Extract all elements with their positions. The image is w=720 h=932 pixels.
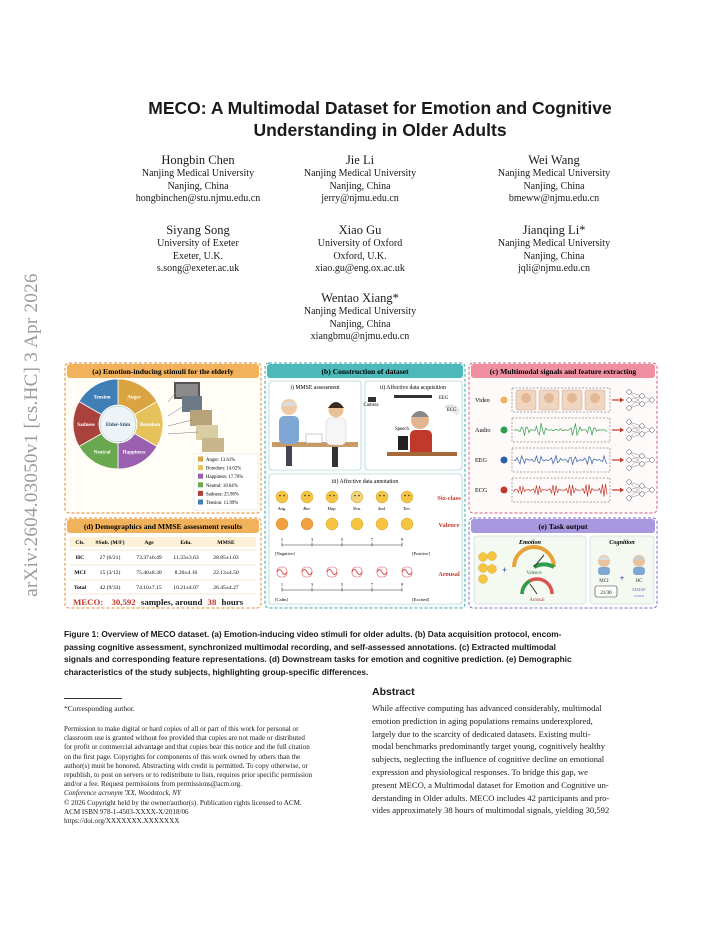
emotion-distribution-legend <box>194 454 258 510</box>
author-block: Hongbin Chen Nanjing Medical University Nanjing, China hongbinchen@stu.njmu.edu.cn <box>135 153 261 204</box>
arousal-label: Arousal <box>438 571 460 578</box>
copyright-line: © 2026 Copyright held by the owner/author(s). Publication rights licensed to ACM. <box>64 798 302 807</box>
network-node <box>627 496 632 501</box>
table-header-cell: Edu. <box>180 540 192 546</box>
table-header-cell: #Sub. (M/F) <box>95 540 125 546</box>
network-node <box>627 428 632 433</box>
emotion-emoji <box>351 491 363 503</box>
svg-text:+: + <box>502 565 508 575</box>
legend-entry: Sadness: 25.98% <box>206 492 239 498</box>
scale-excited: [Excited] <box>412 597 430 602</box>
table-cell: 10.21±4.07 <box>173 585 199 591</box>
panel-c-title: (c) Multimodal signals and feature extracting <box>489 367 637 376</box>
paper-title: MECO: A Multimodal Dataset for Emotion and Cognitive Understanding in Older Adults <box>148 98 612 140</box>
valence-gauge-label: Valence <box>526 571 542 576</box>
network-node <box>640 454 645 459</box>
scale-positive: [Positive] <box>412 551 430 556</box>
panel-a-title: (a) Emotion-inducing stimuli for the elderly <box>92 367 234 376</box>
emotion-emoji <box>401 491 413 503</box>
network-node <box>627 436 632 441</box>
table-cell: HC <box>75 555 85 561</box>
network-node <box>627 458 632 463</box>
wheel-sector-label: Neutral <box>93 449 111 456</box>
wheel-sector-label: Happiness <box>122 449 146 456</box>
six-class-label: Six-class <box>437 495 461 502</box>
author-block: Xiao Gu University of Oxford Oxford, U.K. xiao.gu@eng.ox.ac.uk <box>315 223 405 274</box>
permission-notice: Permission to make digital or hard copies of all or part of this work for personal or classroom use is granted without fee provided that copies are not made or distributed for profit or commercial advantage and that copies bear this notice and the full citation on the first page. Copyrights for components of this work owned by others than the author(s) must be honored. Abstracting with credit is permitted. To copy otherwise, or republish, to post on servers or to redistribute to lists, requires prior specific permission and/or a fee. Request permissions from permissions@acm.org. Conference acronym 'XX, Woodstock, NY © 2026 Copyright held by the owner/author(s). Publication rights licensed to ACM. ACM ISBN 978-1-4503-XXXX-X/2018/06 https://doi.org/XXXXXXX.XXXXXXX <box>64 725 349 826</box>
scale-tick: 1 <box>280 537 284 542</box>
legend-entry: Neutral: 18.64% <box>206 483 238 489</box>
scale-tick: 7 <box>370 582 374 587</box>
panel-d-title: (d) Demographics and MMSE assessment results <box>83 522 243 531</box>
valence-emoji <box>401 518 413 530</box>
modality-label: EEG <box>475 457 488 464</box>
emotion-abbr: Hap. <box>327 506 337 511</box>
table-cell: 42 (9/33) <box>99 585 121 591</box>
table-cell: 73.37±6.49 <box>136 555 162 561</box>
emotion-emoji <box>326 491 338 503</box>
table-cell: 74.10±7.15 <box>136 585 162 591</box>
emotion-abbr: Sad. <box>377 506 387 511</box>
legend-swatch <box>198 465 203 470</box>
valence-emoji <box>351 518 363 530</box>
emotion-abbr: Ang. <box>277 506 287 511</box>
svg-text:MMSE: MMSE <box>632 587 646 592</box>
network-node <box>650 398 655 403</box>
network-node <box>627 420 632 425</box>
stimulus-thumbnail <box>196 425 218 440</box>
table-header-cell: MMSE <box>217 540 235 546</box>
modality-icon <box>501 487 508 494</box>
scale-tick: 9 <box>400 537 404 542</box>
author-block: Wei Wang Nanjing Medical University Nanjing, China bmeww@njmu.edu.cn <box>497 153 611 204</box>
network-node <box>640 394 645 399</box>
svg-text:Camera: Camera <box>363 403 379 408</box>
network-node <box>640 492 645 497</box>
overview-figure <box>64 362 658 610</box>
network-node <box>640 432 645 437</box>
table-cell: MCI <box>74 570 86 576</box>
svg-text:score: score <box>634 593 644 598</box>
scale-tick: 3 <box>310 537 314 542</box>
table-cell: 11.33±3.63 <box>173 555 199 561</box>
legend-swatch <box>198 474 203 479</box>
doi-line: https://doi.org/XXXXXXX.XXXXXXX <box>64 817 180 826</box>
svg-text:HC: HC <box>635 579 643 584</box>
network-node <box>627 406 632 411</box>
acquisition-subtitle: ii) Affective data acquisition <box>379 385 447 391</box>
emotion-abbr: Bor. <box>303 506 311 511</box>
svg-text:MCI: MCI <box>599 579 609 584</box>
author-block: Jianqing Li* Nanjing Medical University Nanjing, China jqli@njmu.edu.cn <box>497 223 611 274</box>
legend-entry: Anger: 13.61% <box>206 458 236 463</box>
isbn-line: ACM ISBN 978-1-4503-XXXX-X/2018/06 <box>64 807 189 816</box>
table-cell: 27 (6/21) <box>99 555 121 561</box>
table-cell: Total <box>73 585 87 591</box>
arxiv-watermark: arXiv:2604.03050v1 [cs.HC] 3 Apr 2026 <box>21 273 42 597</box>
svg-text:EEG: EEG <box>439 396 449 401</box>
mmse-subtitle: i) MMSE assessment <box>290 385 340 391</box>
emotion-emoji <box>301 491 313 503</box>
panel-b-title: (b) Construction of dataset <box>321 367 409 376</box>
annotation-subtitle: iii) Affective data annotation <box>331 479 399 485</box>
author-block: Siyang Song University of Exeter Exeter, U.K. s.song@exeter.ac.uk <box>156 223 240 274</box>
emotion-emoji <box>376 491 388 503</box>
network-node <box>650 488 655 493</box>
svg-text:ECG: ECG <box>447 408 457 413</box>
legend-entry: Happiness: 17.76% <box>206 475 244 481</box>
wheel-sector-label: Anger <box>127 394 141 401</box>
valence-label: Valence <box>438 522 460 529</box>
network-node <box>640 424 645 429</box>
corresponding-author-note: *Corresponding author. <box>64 704 135 713</box>
scale-tick: 7 <box>370 537 374 542</box>
table-header-cell: Age <box>144 540 154 546</box>
scale-negative: [Negative] <box>275 551 295 556</box>
valence-emoji <box>376 518 388 530</box>
abstract-text: While affective computing has advanced considerably, multimodal emotion prediction in aging populations remains underexplored, largely due to the scarcity of dedicated datasets. Existing multi- modal benchmarks predominantly target young, cognitively healthy subjects, neglecting the influence of cognitive decline on emotional expression and physiological responses. To bridge this gap, we present MECO, a Multimodal dataset for Emotion and Cognitive un- derstanding in Older adults. MECO includes 42 participants and pro- vides approximately 38 hours of multimodal signals, yielding 30,592 <box>372 703 610 816</box>
modality-icon <box>501 397 508 404</box>
network-node <box>640 402 645 407</box>
valence-emoji <box>326 518 338 530</box>
wheel-center-label: Elder-Stim <box>105 422 131 428</box>
dataset-summary: MECO: 30,592 samples, around 38 hours <box>73 597 244 607</box>
panel-e-title: (e) Task output <box>538 522 588 531</box>
abstract-heading: Abstract <box>372 686 415 698</box>
svg-text:21/30: 21/30 <box>600 591 612 596</box>
legend-entry: Tension: 11.99% <box>206 501 239 506</box>
scale-tick: 5 <box>340 582 344 587</box>
modality-icon <box>501 457 508 464</box>
table-cell: 28.85±1.03 <box>213 555 239 561</box>
network-node <box>627 480 632 485</box>
legend-swatch <box>198 500 203 505</box>
scale-tick: 5 <box>340 537 344 542</box>
emotion-emoji <box>479 575 488 584</box>
cognition-output-label: Cognition <box>609 539 635 546</box>
stimulus-thumbnail <box>182 396 202 412</box>
scale-calm: [Calm] <box>275 597 289 602</box>
valence-emoji <box>301 518 313 530</box>
scale-tick: 3 <box>310 582 314 587</box>
table-cell: 26.45±4.27 <box>213 585 239 591</box>
footnote-rule <box>64 698 122 699</box>
network-node <box>627 450 632 455</box>
modality-label: ECG <box>475 487 488 494</box>
svg-text:+: + <box>619 574 625 583</box>
modality-label: Audio <box>475 427 491 434</box>
table-header-cell: Cls. <box>75 540 85 546</box>
table-cell: 8.20±4.16 <box>174 570 198 576</box>
table-cell: 75.40±8.30 <box>136 570 162 576</box>
author-block: Jie Li Nanjing Medical University Nanjing, China jerry@njmu.edu.cn <box>303 153 417 204</box>
emotion-emoji <box>479 564 488 573</box>
network-node <box>650 428 655 433</box>
modality-icon <box>501 427 508 434</box>
legend-entry: Boredom: 14.02% <box>206 466 242 472</box>
svg-text:Speech: Speech <box>395 427 409 432</box>
table-cell: 15 (3/12) <box>99 570 121 576</box>
arousal-gauge-label: Arousal <box>529 598 545 603</box>
network-node <box>640 462 645 467</box>
stimulus-thumbnail <box>190 410 212 426</box>
wheel-sector-label: Boredom <box>139 422 161 428</box>
legend-swatch <box>198 457 203 462</box>
wheel-sector-label: Tension <box>93 394 111 401</box>
emotion-emoji <box>488 552 497 561</box>
wheel-sector-label: Sadness <box>77 422 95 428</box>
stimulus-thumbnail <box>202 438 224 452</box>
network-node <box>627 488 632 493</box>
legend-swatch <box>198 491 203 496</box>
stimuli-wheel <box>73 379 163 469</box>
network-node <box>627 398 632 403</box>
network-node <box>627 390 632 395</box>
legend-swatch <box>198 482 203 487</box>
modality-label: Video <box>475 397 490 404</box>
valence-emoji <box>276 518 288 530</box>
scale-tick: 1 <box>280 582 284 587</box>
figure-caption: Figure 1: Overview of MECO dataset. (a) Emotion-inducing video stimuli for older adults. (b) Data acquisition protocol, encom- passing cognitive assessment, synchronized multimodal recording, and self-assessed annotations. (c) Extracted multimodal signals and corresponding feature representations. (d) Downstream tasks for emotion and cognitive prediction. (e) Demographic characteristics of the study subjects, highlighting group-specific differences. <box>64 629 572 677</box>
emotion-abbr: Ten. <box>403 506 411 511</box>
network-node <box>627 466 632 471</box>
emotion-emoji <box>479 553 488 562</box>
emotion-emoji <box>488 565 497 574</box>
emotion-emoji <box>276 491 288 503</box>
table-cell: 22.13±4.50 <box>213 570 239 576</box>
conference-line: Conference acronym 'XX, Woodstock, NY <box>64 789 181 798</box>
scale-tick: 9 <box>400 582 404 587</box>
author-block: Wentao Xiang* Nanjing Medical University Nanjing, China xiangbmu@njmu.edu.cn <box>303 291 417 342</box>
emotion-abbr: Neu. <box>352 506 362 511</box>
network-node <box>650 458 655 463</box>
network-node <box>640 484 645 489</box>
emotion-output-label: Emotion <box>518 539 542 546</box>
